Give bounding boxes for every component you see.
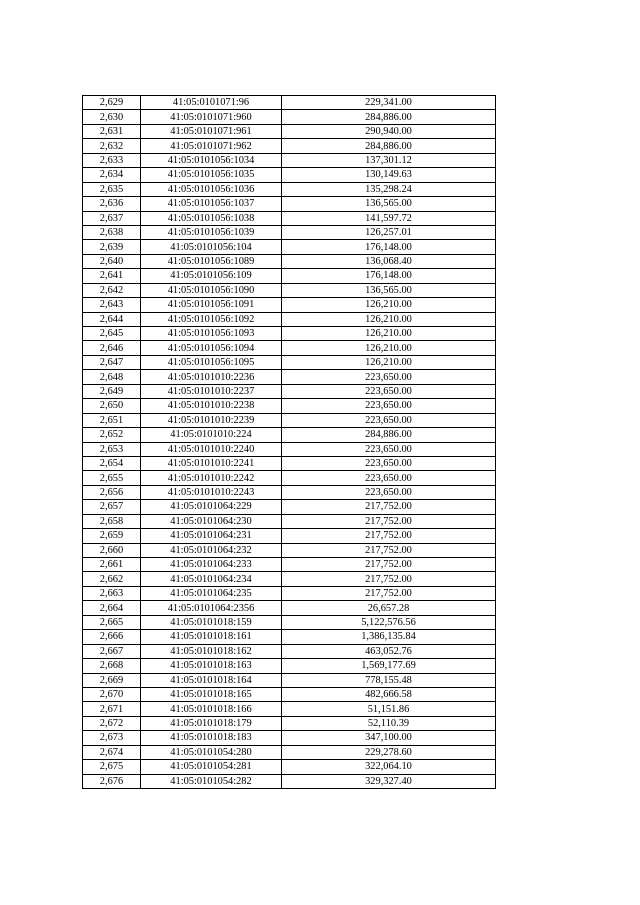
cadastral-number-cell: 41:05:0101018:159 — [141, 615, 282, 629]
table-row — [83, 269, 496, 283]
cadastral-value-cell: 223,650.00 — [282, 384, 496, 398]
cadastral-number-cell: 41:05:0101071:962 — [141, 139, 282, 153]
cadastral-number-cell: 41:05:0101056:1037 — [141, 197, 282, 211]
cadastral-number-cell: 41:05:0101056:104 — [141, 240, 282, 254]
cadastral-value-cell: 26,657.28 — [282, 601, 496, 615]
row-number-cell: 2,659 — [83, 529, 141, 543]
table-row — [83, 630, 496, 644]
cadastral-number-cell: 41:05:0101054:280 — [141, 745, 282, 759]
cadastral-value-cell: 217,752.00 — [282, 586, 496, 600]
cadastral-value-cell: 223,650.00 — [282, 471, 496, 485]
cadastral-value-cell: 1,569,177.69 — [282, 659, 496, 673]
cadastral-number-cell: 41:05:0101064:2356 — [141, 601, 282, 615]
cadastral-value-cell: 223,650.00 — [282, 370, 496, 384]
table-row — [83, 586, 496, 600]
cadastral-value-table — [82, 95, 496, 789]
table-row — [83, 702, 496, 716]
row-number-cell: 2,630 — [83, 110, 141, 124]
cadastral-number-cell: 41:05:0101071:96 — [141, 96, 282, 110]
row-number-cell: 2,649 — [83, 384, 141, 398]
table-body — [83, 96, 496, 789]
table-row — [83, 558, 496, 572]
cadastral-value-cell: 284,886.00 — [282, 110, 496, 124]
row-number-cell: 2,647 — [83, 355, 141, 369]
table-row — [83, 96, 496, 110]
cadastral-number-cell: 41:05:0101064:232 — [141, 543, 282, 557]
cadastral-number-cell: 41:05:0101064:231 — [141, 529, 282, 543]
row-number-cell: 2,650 — [83, 399, 141, 413]
cadastral-number-cell: 41:05:0101056:1089 — [141, 254, 282, 268]
row-number-cell: 2,653 — [83, 442, 141, 456]
cadastral-number-cell: 41:05:0101056:1034 — [141, 153, 282, 167]
cadastral-number-cell: 41:05:0101018:183 — [141, 731, 282, 745]
cadastral-number-cell: 41:05:0101054:282 — [141, 774, 282, 788]
cadastral-value-cell: 463,052.76 — [282, 644, 496, 658]
cadastral-number-cell: 41:05:0101010:2242 — [141, 471, 282, 485]
cadastral-value-cell: 223,650.00 — [282, 442, 496, 456]
table-row — [83, 442, 496, 456]
cadastral-number-cell: 41:05:0101010:2238 — [141, 399, 282, 413]
table-row — [83, 659, 496, 673]
cadastral-value-cell: 176,148.00 — [282, 240, 496, 254]
cadastral-number-cell: 41:05:0101064:233 — [141, 558, 282, 572]
table-row — [83, 716, 496, 730]
cadastral-value-cell: 229,278.60 — [282, 745, 496, 759]
row-number-cell: 2,651 — [83, 413, 141, 427]
cadastral-value-cell: 284,886.00 — [282, 428, 496, 442]
table-row — [83, 644, 496, 658]
cadastral-number-cell: 41:05:0101056:109 — [141, 269, 282, 283]
cadastral-number-cell: 41:05:0101056:1035 — [141, 168, 282, 182]
cadastral-value-cell: 135,298.24 — [282, 182, 496, 196]
cadastral-value-cell: 52,110.39 — [282, 716, 496, 730]
cadastral-value-cell: 217,752.00 — [282, 543, 496, 557]
table-row — [83, 514, 496, 528]
cadastral-number-cell: 41:05:0101018:164 — [141, 673, 282, 687]
table-row — [83, 182, 496, 196]
cadastral-number-cell: 41:05:0101056:1036 — [141, 182, 282, 196]
cadastral-number-cell: 41:05:0101018:163 — [141, 659, 282, 673]
row-number-cell: 2,666 — [83, 630, 141, 644]
cadastral-number-cell: 41:05:0101064:230 — [141, 514, 282, 528]
table-row — [83, 153, 496, 167]
row-number-cell: 2,656 — [83, 485, 141, 499]
row-number-cell: 2,671 — [83, 702, 141, 716]
table-row — [83, 774, 496, 788]
cadastral-value-cell: 126,210.00 — [282, 312, 496, 326]
row-number-cell: 2,639 — [83, 240, 141, 254]
cadastral-number-cell: 41:05:0101071:961 — [141, 124, 282, 138]
row-number-cell: 2,638 — [83, 225, 141, 239]
cadastral-number-cell: 41:05:0101056:1094 — [141, 341, 282, 355]
row-number-cell: 2,667 — [83, 644, 141, 658]
cadastral-number-cell: 41:05:0101056:1039 — [141, 225, 282, 239]
cadastral-value-cell: 141,597.72 — [282, 211, 496, 225]
cadastral-number-cell: 41:05:0101010:2237 — [141, 384, 282, 398]
table-row — [83, 687, 496, 701]
row-number-cell: 2,665 — [83, 615, 141, 629]
row-number-cell: 2,676 — [83, 774, 141, 788]
table-row — [83, 211, 496, 225]
cadastral-value-cell: 136,565.00 — [282, 197, 496, 211]
row-number-cell: 2,658 — [83, 514, 141, 528]
row-number-cell: 2,660 — [83, 543, 141, 557]
cadastral-value-cell: 290,940.00 — [282, 124, 496, 138]
cadastral-number-cell: 41:05:0101064:229 — [141, 500, 282, 514]
row-number-cell: 2,655 — [83, 471, 141, 485]
row-number-cell: 2,646 — [83, 341, 141, 355]
cadastral-number-cell: 41:05:0101018:166 — [141, 702, 282, 716]
cadastral-value-cell: 130,149.63 — [282, 168, 496, 182]
cadastral-value-cell: 217,752.00 — [282, 572, 496, 586]
cadastral-value-cell: 482,666.58 — [282, 687, 496, 701]
row-number-cell: 2,669 — [83, 673, 141, 687]
cadastral-number-cell: 41:05:0101056:1093 — [141, 327, 282, 341]
cadastral-number-cell: 41:05:0101056:1038 — [141, 211, 282, 225]
table-row — [83, 529, 496, 543]
cadastral-number-cell: 41:05:0101010:2243 — [141, 485, 282, 499]
row-number-cell: 2,668 — [83, 659, 141, 673]
row-number-cell: 2,654 — [83, 456, 141, 470]
row-number-cell: 2,641 — [83, 269, 141, 283]
cadastral-number-cell: 41:05:0101018:179 — [141, 716, 282, 730]
table-row — [83, 745, 496, 759]
row-number-cell: 2,675 — [83, 760, 141, 774]
cadastral-value-cell: 126,210.00 — [282, 355, 496, 369]
row-number-cell: 2,673 — [83, 731, 141, 745]
cadastral-number-cell: 41:05:0101056:1095 — [141, 355, 282, 369]
table-row — [83, 500, 496, 514]
table-row — [83, 413, 496, 427]
row-number-cell: 2,643 — [83, 298, 141, 312]
table-row — [83, 731, 496, 745]
table-row — [83, 327, 496, 341]
row-number-cell: 2,648 — [83, 370, 141, 384]
cadastral-number-cell: 41:05:0101010:224 — [141, 428, 282, 442]
row-number-cell: 2,634 — [83, 168, 141, 182]
table-row — [83, 471, 496, 485]
cadastral-value-cell: 126,210.00 — [282, 341, 496, 355]
cadastral-value-cell: 176,148.00 — [282, 269, 496, 283]
cadastral-value-cell: 322,064.10 — [282, 760, 496, 774]
cadastral-number-cell: 41:05:0101010:2239 — [141, 413, 282, 427]
table-row — [83, 355, 496, 369]
cadastral-value-cell: 5,122,576.56 — [282, 615, 496, 629]
cadastral-number-cell: 41:05:0101018:161 — [141, 630, 282, 644]
table-row — [83, 384, 496, 398]
cadastral-number-cell: 41:05:0101071:960 — [141, 110, 282, 124]
cadastral-value-cell: 329,327.40 — [282, 774, 496, 788]
cadastral-value-cell: 137,301.12 — [282, 153, 496, 167]
cadastral-value-cell: 217,752.00 — [282, 529, 496, 543]
table-row — [83, 168, 496, 182]
cadastral-number-cell: 41:05:0101010:2236 — [141, 370, 282, 384]
table-row — [83, 197, 496, 211]
cadastral-value-cell: 223,650.00 — [282, 456, 496, 470]
table-row — [83, 673, 496, 687]
table-row — [83, 312, 496, 326]
cadastral-value-cell: 778,155.48 — [282, 673, 496, 687]
row-number-cell: 2,633 — [83, 153, 141, 167]
table-row — [83, 615, 496, 629]
cadastral-value-cell: 223,650.00 — [282, 413, 496, 427]
cadastral-number-cell: 41:05:0101064:234 — [141, 572, 282, 586]
cadastral-number-cell: 41:05:0101018:162 — [141, 644, 282, 658]
cadastral-number-cell: 41:05:0101064:235 — [141, 586, 282, 600]
cadastral-value-cell: 51,151.86 — [282, 702, 496, 716]
cadastral-value-cell: 217,752.00 — [282, 558, 496, 572]
row-number-cell: 2,636 — [83, 197, 141, 211]
cadastral-value-cell: 223,650.00 — [282, 399, 496, 413]
table-row — [83, 283, 496, 297]
cadastral-number-cell: 41:05:0101010:2240 — [141, 442, 282, 456]
cadastral-value-cell: 229,341.00 — [282, 96, 496, 110]
row-number-cell: 2,664 — [83, 601, 141, 615]
row-number-cell: 2,640 — [83, 254, 141, 268]
table-row — [83, 572, 496, 586]
row-number-cell: 2,629 — [83, 96, 141, 110]
cadastral-number-cell: 41:05:0101056:1091 — [141, 298, 282, 312]
row-number-cell: 2,662 — [83, 572, 141, 586]
table-row — [83, 456, 496, 470]
row-number-cell: 2,672 — [83, 716, 141, 730]
cadastral-number-cell: 41:05:0101054:281 — [141, 760, 282, 774]
row-number-cell: 2,644 — [83, 312, 141, 326]
cadastral-value-cell: 126,210.00 — [282, 327, 496, 341]
cadastral-number-cell: 41:05:0101018:165 — [141, 687, 282, 701]
cadastral-value-cell: 217,752.00 — [282, 500, 496, 514]
table-row — [83, 139, 496, 153]
cadastral-value-cell: 284,886.00 — [282, 139, 496, 153]
cadastral-value-cell: 136,068.40 — [282, 254, 496, 268]
cadastral-value-cell: 1,386,135.84 — [282, 630, 496, 644]
table-row — [83, 760, 496, 774]
row-number-cell: 2,637 — [83, 211, 141, 225]
table-row — [83, 428, 496, 442]
row-number-cell: 2,661 — [83, 558, 141, 572]
table-row — [83, 298, 496, 312]
row-number-cell: 2,652 — [83, 428, 141, 442]
table-row — [83, 399, 496, 413]
table-row — [83, 341, 496, 355]
row-number-cell: 2,674 — [83, 745, 141, 759]
cadastral-value-cell: 217,752.00 — [282, 514, 496, 528]
table-row — [83, 601, 496, 615]
cadastral-number-cell: 41:05:0101010:2241 — [141, 456, 282, 470]
cadastral-value-cell: 347,100.00 — [282, 731, 496, 745]
row-number-cell: 2,632 — [83, 139, 141, 153]
table-row — [83, 110, 496, 124]
table-row — [83, 254, 496, 268]
table-row — [83, 485, 496, 499]
cadastral-number-cell: 41:05:0101056:1092 — [141, 312, 282, 326]
table-row — [83, 124, 496, 138]
row-number-cell: 2,670 — [83, 687, 141, 701]
row-number-cell: 2,645 — [83, 327, 141, 341]
cadastral-value-cell: 223,650.00 — [282, 485, 496, 499]
row-number-cell: 2,635 — [83, 182, 141, 196]
table-row — [83, 240, 496, 254]
table-row — [83, 370, 496, 384]
row-number-cell: 2,631 — [83, 124, 141, 138]
cadastral-value-cell: 126,257.01 — [282, 225, 496, 239]
cadastral-value-cell: 136,565.00 — [282, 283, 496, 297]
cadastral-value-cell: 126,210.00 — [282, 298, 496, 312]
row-number-cell: 2,642 — [83, 283, 141, 297]
table-row — [83, 225, 496, 239]
table-row — [83, 543, 496, 557]
cadastral-number-cell: 41:05:0101056:1090 — [141, 283, 282, 297]
row-number-cell: 2,663 — [83, 586, 141, 600]
row-number-cell: 2,657 — [83, 500, 141, 514]
